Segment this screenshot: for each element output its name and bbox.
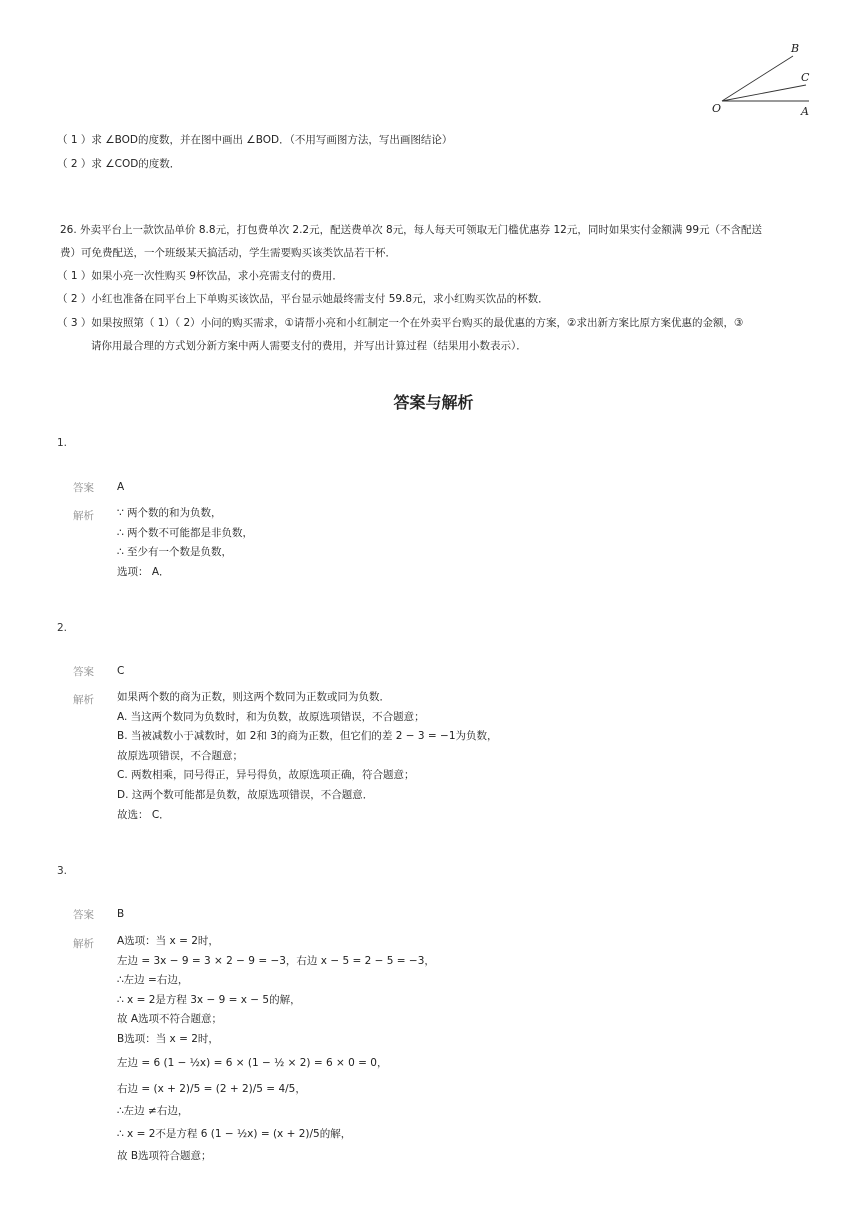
analysis-line: ∴左边 =右边，: [117, 974, 189, 987]
label-o: O: [712, 102, 722, 115]
label-c: C: [801, 71, 810, 84]
q26-part-3-line-2: 请你用最合理的方式划分新方案中两人需要支付的费用，并写出计算过程（结果用小数表示）．: [91, 340, 527, 352]
q26-part-1: （ 1 ）如果小亮一次性购买 9杯饮品，求小亮需支付的费用．: [57, 270, 343, 282]
analysis-line: C. 两数相乘，同号得正，异号得负，故原选项正确，符合题意；: [117, 769, 415, 782]
analysis-line: 故原选项错误，不合题意；: [117, 749, 243, 762]
analysis-line: ∵ 两个数的和为负数，: [117, 507, 222, 519]
q25-part-1: （ 1 ）求 ∠BOD的度数，并在图中画出 ∠BOD．（不用写画图方法，写出画图结论）: [57, 134, 453, 146]
answers-title: 答案与解析: [393, 393, 474, 412]
analysis-line: A. 当这两个数同为负数时，和为负数，故原选项错误，不合题意；: [117, 710, 425, 723]
label-a: A: [801, 105, 809, 118]
analysis-line: 故 B选项符合题意；: [117, 1150, 212, 1163]
item-3-analysis: [117, 932, 435, 1167]
analysis-line: 右边 = (x + 2)/5 = (2 + 2)/5 = 4/5，: [117, 1082, 306, 1095]
analysis-line: 选项： A．: [117, 565, 170, 578]
analysis-line: B选项：当 x = 2时，: [117, 1032, 219, 1045]
analysis-line: ∴ x = 2不是方程 6 (1 − ½x) = (x + 2)/5的解，: [117, 1128, 352, 1141]
item-3-number: 3.: [57, 865, 68, 877]
angle-diagram: [705, 38, 825, 120]
q26-stem-line-2: 费）可免费配送，一个班级某天搞活动，学生需要购买该类饮品若干杯．: [60, 247, 396, 259]
item-1-number: 1.: [57, 437, 68, 449]
item-2-number: 2.: [57, 622, 68, 634]
analysis-line: 故 A选项不符合题意；: [117, 1013, 223, 1026]
item-2-analysis-label: 解析: [73, 694, 94, 706]
item-1-analysis: [117, 504, 253, 582]
item-1-analysis-label: 解析: [73, 510, 94, 522]
label-b: B: [791, 42, 800, 55]
item-3-answer-value: B: [117, 908, 125, 920]
item-2-answer-value: C: [117, 665, 125, 677]
analysis-line: D. 这两个数可能都是负数，故原选项错误，不合题意．: [117, 788, 374, 801]
analysis-line: ∴ 至少有一个数是负数，: [117, 546, 233, 559]
analysis-line: 左边 = 3x − 9 = 3 × 2 − 9 = −3，右边 x − 5 = 2 − 5 = −3，: [117, 954, 435, 967]
q26-stem-line-1: 26. 外卖平台上一款饮品单价 8.8元，打包费单次 2.2元，配送费单次 8元，每人每天可领取无门槛优惠券 12元，同时如果实付金额满 99元（不含配送: [60, 224, 763, 236]
item-3-answer-label: 答案: [73, 909, 94, 921]
item-1-answer-value: A: [117, 481, 125, 493]
analysis-line: A选项：当 x = 2时，: [117, 935, 219, 947]
analysis-line: ∴ 两个数不可能都是非负数，: [117, 526, 254, 539]
q26-part-2: （ 2 ）小红也准备在同平台上下单购买该饮品，平台显示她最终需支付 59.8元，求小红购买饮品的杯数．: [57, 293, 549, 305]
q26-part-3-line-1: （ 3 ）如果按照第（ 1）（ 2）小问的购买需求，①请帮小亮和小红制定一个在外卖平台购买的最优惠的方案，②求出新方案比原方案优惠的金额，③: [57, 317, 744, 329]
item-1-answer-label: 答案: [73, 482, 94, 494]
analysis-line: ∴ x = 2是方程 3x − 9 = x − 5的解，: [117, 993, 301, 1006]
analysis-line: 故选： C．: [117, 808, 170, 821]
analysis-line: 如果两个数的商为正数，则这两个数同为正数或同为负数．: [117, 691, 390, 703]
q25-part-2: （ 2 ）求 ∠COD的度数．: [57, 158, 181, 170]
item-3-analysis-label: 解析: [73, 938, 94, 950]
analysis-line: ∴左边 ≠右边，: [117, 1104, 189, 1117]
item-2-answer-label: 答案: [73, 666, 94, 678]
analysis-line: B. 当被减数小于减数时，如 2和 3的商为正数，但它们的差 2 − 3 = −1为负数，: [117, 730, 498, 743]
item-2-analysis: [117, 688, 498, 825]
analysis-line: 左边 = 6 (1 − ½x) = 6 × (1 − ½ × 2) = 6 × 0 = 0，: [117, 1056, 388, 1069]
